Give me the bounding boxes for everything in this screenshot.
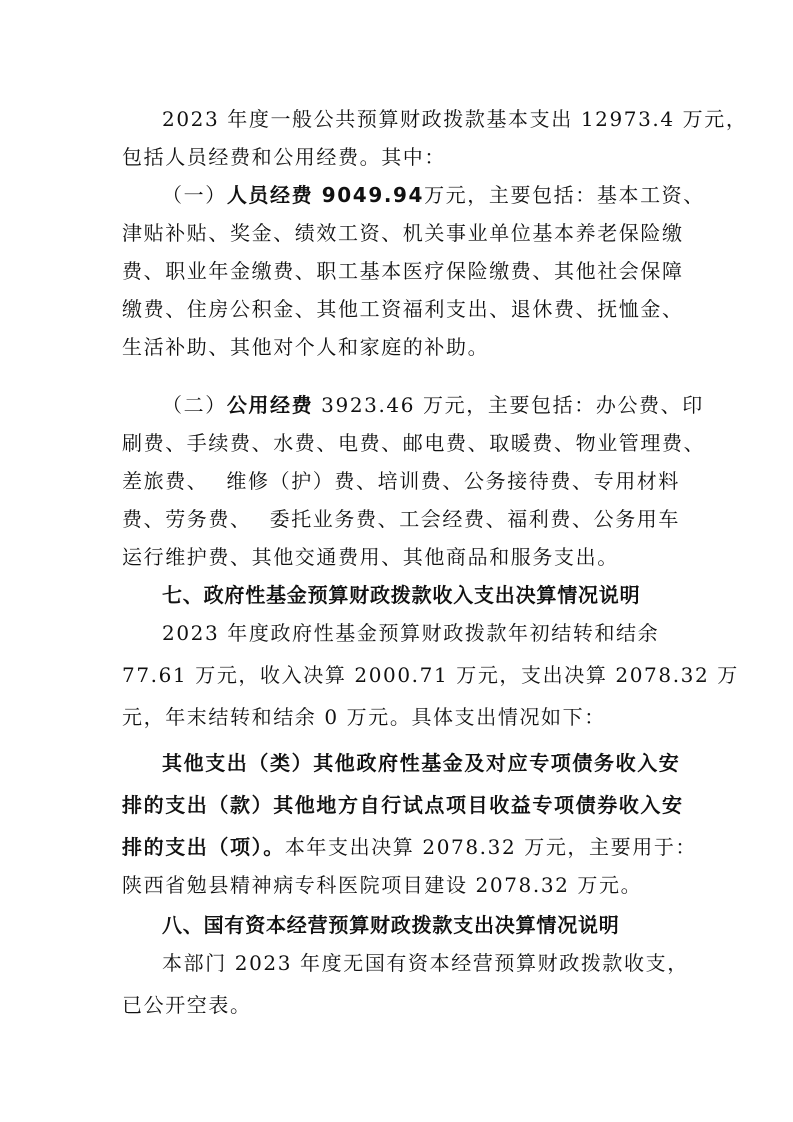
basic-expense-paragraph-line1: 2023 年度一般公共预算财政拨款基本支出 12973.4 万元， [162, 107, 748, 131]
public-expense-line4-part2: 委托业务费、工会经费、福利费、公务用车 [269, 507, 681, 531]
personnel-expense-line1 [162, 182, 705, 208]
public-expense-line3-part1: 差旅费、 [122, 469, 209, 493]
section8-line2: 已公开空表。 [122, 993, 252, 1017]
section7-item-line2: 排的支出（款）其他地方自行试点项目收益专项债券收入安 [122, 793, 684, 817]
public-expense-line1 [162, 392, 704, 418]
personnel-expense-rest: 万元，主要包括：基本工资、 [424, 183, 705, 207]
section8-heading: 八、国有资本经营预算财政拨款支出决算情况说明 [162, 913, 620, 937]
section7-item-line3-rest: 本年支出决算 2078.32 万元，主要用于： [284, 835, 698, 859]
section7-line3: 元，年末结转和结余 0 万元。具体支出情况如下： [122, 705, 606, 729]
public-expense-rest: 3923.46 万元，主要包括：办公费、印 [313, 393, 704, 417]
public-prefix: （二） [162, 393, 227, 417]
public-expense-line2: 刷费、手续费、水费、电费、邮电费、取暖费、物业管理费、 [122, 431, 706, 455]
public-expense-label: 公用经费 [226, 393, 314, 417]
section7-item-line3-bold: 排的支出（项）。 [122, 835, 285, 859]
public-expense-line3 [122, 468, 682, 494]
public-expense-line4-part1: 费、劳务费、 [122, 507, 252, 531]
section7-line2: 77.61 万元，收入决算 2000.71 万元，支出决算 2078.32 万 [122, 663, 739, 687]
section8-line1: 本部门 2023 年度无国有资本经营预算财政拨款收支， [162, 951, 689, 975]
basic-expense-paragraph-line2: 包括人员经费和公用经费。其中： [122, 145, 446, 169]
personnel-expense-line2: 津贴补贴、奖金、绩效工资、机关事业单位基本养老保险缴 [122, 221, 684, 245]
personnel-expense-line3: 费、职业年金缴费、职工基本医疗保险缴费、其他社会保障 [122, 259, 684, 283]
section7-heading: 七、政府性基金预算财政拨款收入支出决算情况说明 [162, 583, 641, 607]
section7-line1: 2023 年度政府性基金预算财政拨款年初结转和结余 [162, 621, 660, 645]
section7-item-line1: 其他支出（类）其他政府性基金及对应专项债务收入安 [162, 751, 681, 775]
public-expense-line3-part2: 维修（护）费、培训费、公务接待费、专用材料 [226, 469, 681, 493]
personnel-expense-line4: 缴费、住房公积金、其他工资福利支出、退休费、抚恤金、 [122, 297, 684, 321]
section7-item-line3 [122, 834, 698, 860]
public-expense-line4 [122, 506, 682, 532]
personnel-expense-line5: 生活补助、其他对个人和家庭的补助。 [122, 335, 490, 359]
section7-item-line4: 陕西省勉县精神病专科医院项目建设 2078.32 万元。 [122, 873, 643, 897]
personnel-prefix: （一） [162, 183, 227, 207]
public-expense-line5: 运行维护费、其他交通费用、其他商品和服务支出。 [122, 545, 619, 569]
personnel-expense-label: 人员经费 9049.94 [226, 183, 425, 207]
